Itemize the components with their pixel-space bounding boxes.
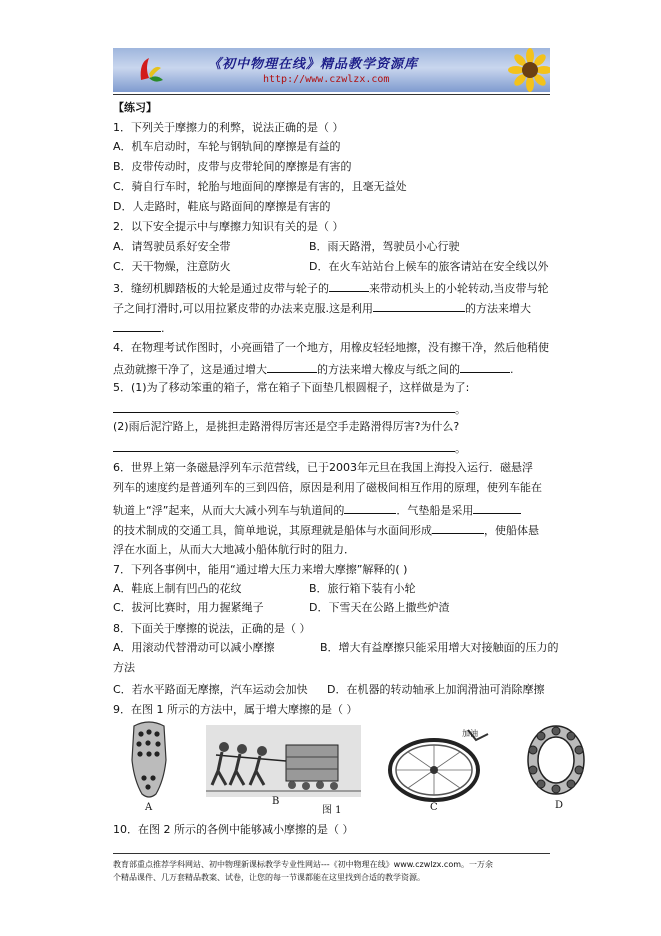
q2-stem: 2．以下安全提示中与摩擦力知识有关的是（ ）	[113, 220, 344, 233]
q10-stem: 10．在图 2 所示的各例中能够减小摩擦的是（ ）	[113, 823, 354, 836]
q9-stem: 9．在图 1 所示的方法中，属于增大摩擦的是（ ）	[113, 703, 358, 716]
figure-a-shoe-sole	[126, 720, 172, 800]
q6-line1: 6．世界上第一条磁悬浮列车示范营线，已于2003年元旦在我国上海投入运行．磁悬浮	[113, 461, 533, 474]
q2-option-a: A．请驾驶员系好安全带	[113, 240, 231, 253]
q6-part3b: ．气垫船是采用	[396, 504, 474, 517]
footer-line-2: 个精品课件、几万套精品教案、试卷，让您的每一节课都能在这里找到合适的教学资源。	[113, 873, 425, 882]
q3-part3: 子之间打滑时,可以用拉紧皮带的办法来克服.这是利用	[113, 302, 373, 315]
figure-c-bicycle-wheel	[384, 726, 496, 806]
q2-option-b: B．雨天路滑，驾驶员小心行驶	[309, 240, 460, 253]
q3-part4: 的方法来增大	[465, 302, 531, 315]
footer-line-1: 教育部重点推荐学科网站、初中物理新课标教学专业性网站---《初中物理在线》www.czwlzx.com。一万余	[113, 860, 494, 869]
q1-option-d: D．人走路时，鞋底与路面间的摩擦是有害的	[113, 200, 331, 213]
q5-blank1[interactable]	[113, 401, 455, 413]
q3-blank3[interactable]	[113, 320, 161, 332]
figure-d-label: D	[555, 800, 564, 811]
q6-part3a: 轨道上“浮”起来，从而大大减小列车与轨道间的	[113, 504, 345, 517]
q7-stem: 7．下列各事例中，能用“通过增大压力来增大摩擦”解释的( )	[113, 563, 408, 576]
q8-option-b: B．增大有益摩擦只能采用增大对接触面的压力的	[320, 641, 559, 654]
q3-line3	[113, 320, 165, 336]
q5-blank2[interactable]	[113, 440, 455, 452]
q5-answer2	[113, 440, 466, 456]
q8-option-d: D．在机器的转动轴承上加润滑油可消除摩擦	[327, 683, 545, 696]
q3-part5: .	[161, 322, 165, 335]
q4-blank2[interactable]	[460, 361, 510, 373]
q2-option-c: C．天干物燥，注意防火	[113, 260, 231, 273]
q2-option-d: D．在火车站站台上候车的旅客请站在安全线以外	[309, 260, 549, 273]
q6-blank2[interactable]	[473, 502, 521, 514]
q1-option-a: A．机车启动时，车轮与钢轨间的摩擦是有益的	[113, 140, 341, 153]
figure-1-caption: 图 1	[322, 805, 342, 816]
q4-blank1[interactable]	[267, 361, 317, 373]
q6-line3	[113, 502, 521, 518]
sunflower-icon	[508, 48, 550, 92]
q3-line1	[113, 280, 549, 296]
q4-part3: .	[510, 363, 514, 376]
q1-option-c: C．骑自行车时，轮胎与地面间的摩擦是有害的，且毫无益处	[113, 180, 407, 193]
figure-b-workers-rollers	[206, 725, 361, 797]
figure-b-label: B	[272, 796, 280, 807]
q5-answer1	[113, 401, 466, 417]
q4-part1: 点劲就擦干净了，这是通过增大	[113, 363, 267, 376]
q6-line5: 浮在水面上，从而大大地减小船体航行时的阻力．	[113, 543, 355, 556]
q7-option-b: B．旅行箱下装有小轮	[309, 582, 416, 595]
figure-c-note: 加油	[462, 729, 478, 738]
q7-option-a: A．鞋底上制有凹凸的花纹	[113, 582, 242, 595]
figure-a-label: A	[145, 802, 153, 813]
q1-stem: 1．下列关于摩擦力的利弊，说法正确的是（ ）	[113, 121, 344, 134]
q5-end1: 。	[455, 403, 466, 416]
q3-part1: 3．缝纫机脚踏板的大轮是通过皮带与轮子的	[113, 282, 329, 295]
q6-line2: 列车的速度约是普通列车的三到四倍，原因是利用了磁极间相互作用的原理，使列车能在	[113, 481, 542, 494]
q3-blank1[interactable]	[329, 280, 369, 292]
q5-line2: (2)雨后泥泞路上，是挑担走路滑得厉害还是空手走路滑得厉害?为什么?	[113, 420, 460, 433]
q5-end2: 。	[455, 442, 466, 455]
q3-part2: 来带动机头上的小轮转动,当皮带与轮	[369, 282, 549, 295]
section-title: 【练习】	[113, 101, 157, 114]
footer	[113, 858, 553, 884]
q3-line2	[113, 300, 531, 316]
q6-part4a: 的技术制成的交通工具，简单地说，其原理就是船体与水面间形成	[113, 524, 432, 537]
q8-option-b-cont: 方法	[113, 661, 135, 674]
banner-rule	[113, 94, 550, 95]
q6-part4b: ，使船体悬	[484, 524, 539, 537]
q4-line1: 4．在物理考试作图时，小亮画错了一个地方，用橡皮轻轻地擦，没有擦干净，然后他稍使	[113, 341, 549, 354]
q7-option-c: C．拔河比赛时，用力握紧绳子	[113, 601, 264, 614]
q6-blank3[interactable]	[432, 522, 484, 534]
q7-option-d: D．下雪天在公路上撒些炉渣	[309, 601, 450, 614]
q1-option-b: B．皮带传动时，皮带与皮带轮间的摩擦是有害的	[113, 160, 352, 173]
q8-option-a: A．用滚动代替滑动可以减小摩擦	[113, 641, 275, 654]
footer-rule	[113, 853, 550, 854]
site-logo-icon	[135, 54, 167, 86]
q5-line1: 5．(1)为了移动笨重的箱子，常在箱子下面垫几根圆棍子，这样做是为了:	[113, 381, 470, 394]
q6-line4	[113, 522, 539, 538]
header-banner	[113, 48, 550, 92]
q4-part2: 的方法来增大橡皮与纸之间的	[317, 363, 460, 376]
figure-c-label: C	[430, 802, 438, 813]
q3-blank2[interactable]	[373, 300, 465, 312]
banner-title: 《初中物理在线》精品教学资源库	[208, 57, 419, 72]
q8-stem: 8．下面关于摩擦的说法，正确的是（ ）	[113, 622, 311, 635]
figure-d-ball-bearing	[524, 722, 588, 798]
banner-url[interactable]: http://www.czwlzx.com	[263, 74, 390, 85]
q6-blank1[interactable]	[344, 502, 396, 514]
q8-option-c: C．若水平路面无摩擦，汽车运动会加快	[113, 683, 308, 696]
q4-line2	[113, 361, 514, 377]
